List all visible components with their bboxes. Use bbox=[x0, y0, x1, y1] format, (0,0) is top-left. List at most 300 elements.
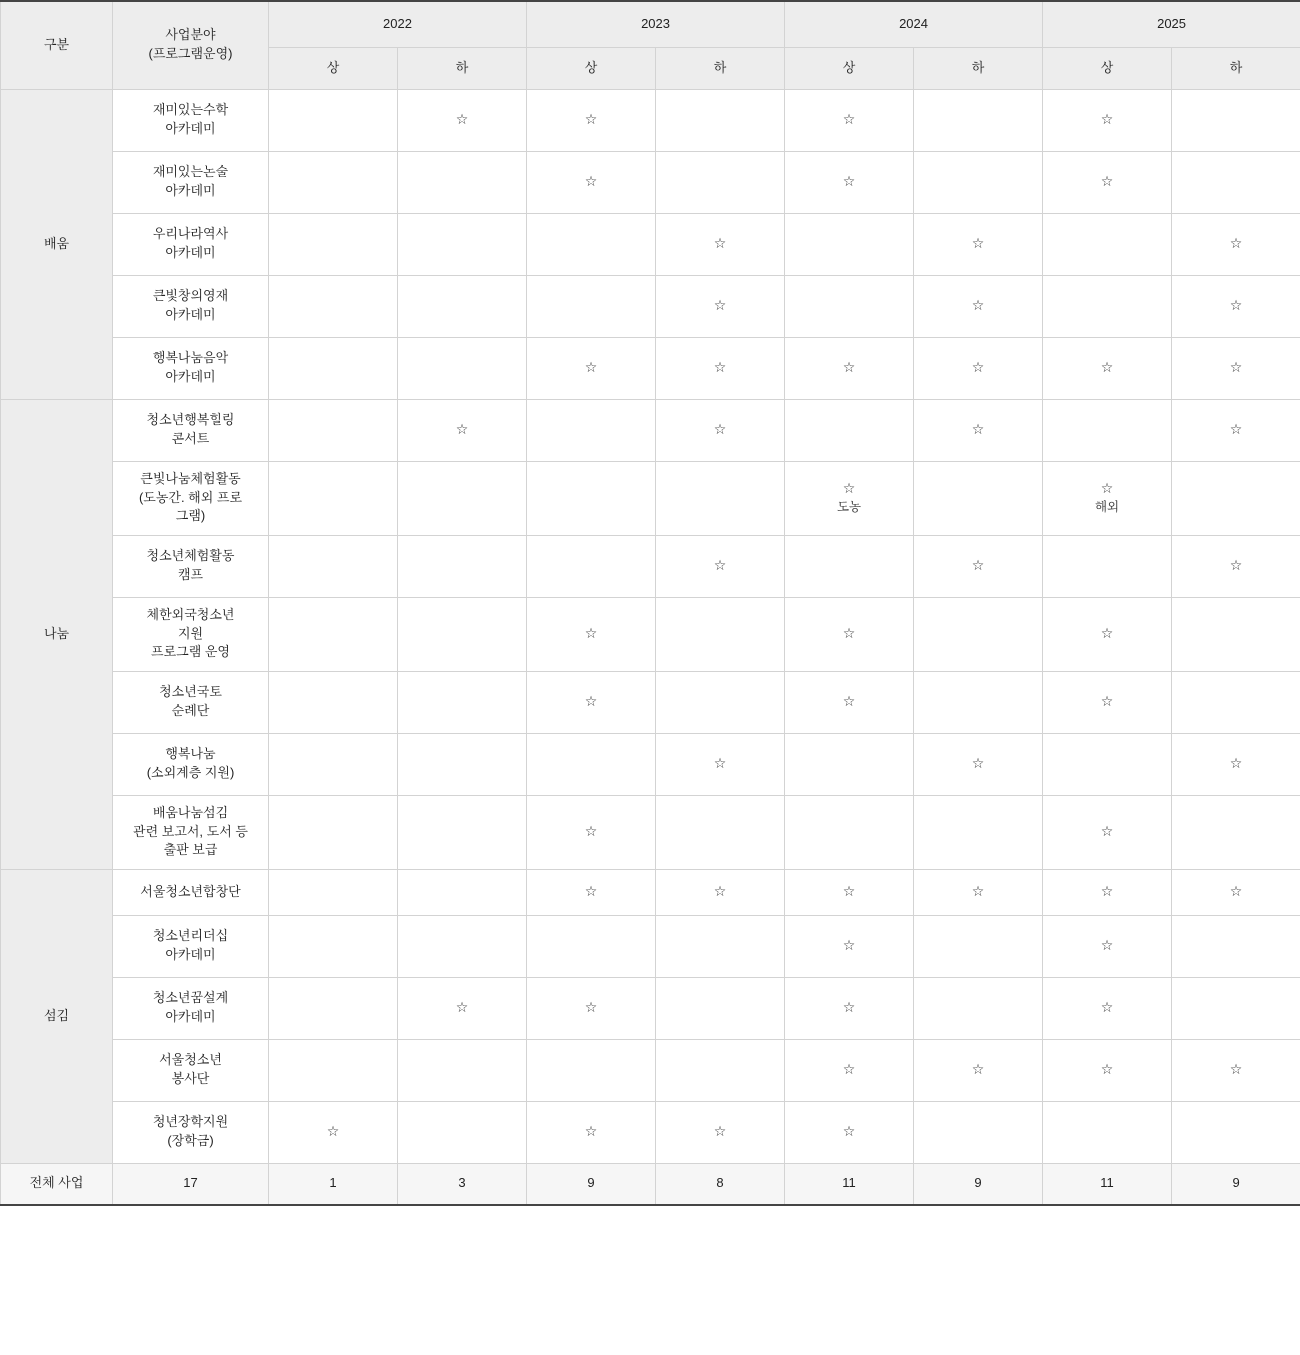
program-name-cell bbox=[113, 461, 269, 535]
schedule-cell bbox=[398, 337, 527, 399]
star-icon: ☆ bbox=[455, 111, 469, 128]
schedule-cell bbox=[1043, 151, 1172, 213]
schedule-cell bbox=[398, 597, 527, 671]
header-division: 구분 bbox=[1, 1, 113, 89]
star-icon: ☆ bbox=[713, 557, 727, 574]
schedule-cell bbox=[527, 915, 656, 977]
star-icon: ☆ bbox=[584, 693, 598, 710]
program-name-cell bbox=[113, 275, 269, 337]
program-name-line: 그램) bbox=[175, 508, 206, 524]
star-icon: ☆ bbox=[1100, 173, 1114, 190]
schedule-cell bbox=[656, 977, 785, 1039]
schedule-cell bbox=[1172, 461, 1300, 535]
star-icon: ☆ bbox=[584, 1123, 598, 1140]
star-icon: ☆ bbox=[1229, 359, 1243, 376]
star-icon: ☆ bbox=[713, 755, 727, 772]
schedule-cell bbox=[1172, 213, 1300, 275]
star-icon: ☆ bbox=[842, 937, 856, 954]
schedule-cell bbox=[398, 915, 527, 977]
schedule-cell bbox=[1172, 977, 1300, 1039]
schedule-cell bbox=[1043, 89, 1172, 151]
program-name-line: 큰빛창의영재 bbox=[152, 288, 229, 304]
program-name-cell bbox=[113, 915, 269, 977]
schedule-cell bbox=[785, 213, 914, 275]
program-name-line: 서울청소년합창단 bbox=[140, 883, 241, 899]
header-half-2025-1: 상 bbox=[1043, 47, 1172, 89]
program-name-line: 아카데미 bbox=[165, 369, 216, 384]
table-row bbox=[1, 733, 1300, 795]
program-name-line: 청소년행복힐링 bbox=[146, 412, 235, 428]
schedule-cell bbox=[785, 733, 914, 795]
schedule-cell bbox=[914, 597, 1043, 671]
program-name-cell bbox=[113, 151, 269, 213]
schedule-cell bbox=[914, 915, 1043, 977]
schedule-cell bbox=[269, 1101, 398, 1163]
footer-count-2023-2: 8 bbox=[656, 1163, 785, 1205]
star-icon: ☆ bbox=[584, 999, 598, 1016]
schedule-cell bbox=[1043, 399, 1172, 461]
schedule-cell bbox=[398, 89, 527, 151]
schedule-cell bbox=[269, 89, 398, 151]
schedule-cell bbox=[1043, 1039, 1172, 1101]
star-icon: ☆ bbox=[1229, 883, 1243, 900]
star-icon: ☆ bbox=[584, 173, 598, 190]
star-icon: ☆ bbox=[971, 235, 985, 252]
schedule-cell bbox=[785, 1039, 914, 1101]
schedule-cell bbox=[785, 461, 914, 535]
program-name-line: 체한외국청소년 bbox=[146, 606, 235, 622]
table-row bbox=[1, 1039, 1300, 1101]
schedule-cell bbox=[785, 915, 914, 977]
schedule-cell bbox=[1172, 795, 1300, 869]
schedule-cell bbox=[656, 89, 785, 151]
program-name-cell bbox=[113, 671, 269, 733]
schedule-cell bbox=[398, 1101, 527, 1163]
schedule-cell bbox=[1172, 1039, 1300, 1101]
program-name-line: (장학금) bbox=[167, 1133, 214, 1148]
schedule-cell bbox=[785, 151, 914, 213]
star-icon: ☆ bbox=[1229, 1061, 1243, 1078]
program-name-cell bbox=[113, 977, 269, 1039]
schedule-cell bbox=[527, 795, 656, 869]
header-half-2023-2: 하 bbox=[656, 47, 785, 89]
program-name-line: 아카데미 bbox=[165, 1009, 216, 1024]
star-icon: ☆ bbox=[455, 421, 469, 438]
program-name-line: (소외계층 지원) bbox=[146, 765, 235, 780]
schedule-cell bbox=[527, 733, 656, 795]
program-name-line: 아카데미 bbox=[165, 947, 216, 962]
program-name-line: 순례단 bbox=[171, 703, 210, 718]
schedule-cell bbox=[785, 1101, 914, 1163]
program-name-line: 관련 보고서, 도서 등 bbox=[133, 823, 248, 839]
table-row bbox=[1, 461, 1300, 535]
schedule-cell bbox=[398, 869, 527, 915]
star-icon: ☆ bbox=[971, 1061, 985, 1078]
star-icon: ☆ bbox=[842, 111, 856, 128]
star-icon: ☆ bbox=[713, 297, 727, 314]
schedule-cell bbox=[656, 399, 785, 461]
star-icon: ☆ bbox=[1100, 111, 1114, 128]
schedule-cell bbox=[656, 733, 785, 795]
schedule-cell bbox=[914, 977, 1043, 1039]
schedule-cell bbox=[269, 869, 398, 915]
schedule-cell bbox=[527, 535, 656, 597]
schedule-cell bbox=[914, 1101, 1043, 1163]
star-icon: ☆ bbox=[1100, 883, 1114, 900]
program-name-line: 지원 bbox=[177, 625, 204, 641]
program-name-line: 아카데미 bbox=[165, 183, 216, 198]
schedule-cell bbox=[656, 213, 785, 275]
schedule-cell bbox=[1043, 461, 1172, 535]
schedule-cell bbox=[527, 399, 656, 461]
star-icon: ☆ bbox=[1100, 480, 1114, 497]
program-name-cell bbox=[113, 213, 269, 275]
star-icon: ☆ bbox=[1100, 999, 1114, 1016]
schedule-cell bbox=[785, 795, 914, 869]
schedule-cell bbox=[398, 977, 527, 1039]
schedule-cell bbox=[527, 597, 656, 671]
header-year-2023: 2023 bbox=[527, 1, 785, 47]
schedule-cell bbox=[656, 1101, 785, 1163]
schedule-cell bbox=[1172, 535, 1300, 597]
schedule-cell bbox=[1172, 1101, 1300, 1163]
schedule-cell bbox=[269, 733, 398, 795]
schedule-cell bbox=[527, 977, 656, 1039]
schedule-cell bbox=[1172, 671, 1300, 733]
schedule-cell bbox=[914, 1039, 1043, 1101]
program-name-cell bbox=[113, 869, 269, 915]
program-name-line: 봉사단 bbox=[171, 1071, 210, 1086]
footer-count-2025-1: 11 bbox=[1043, 1163, 1172, 1205]
schedule-cell bbox=[527, 275, 656, 337]
star-icon: ☆ bbox=[1229, 421, 1243, 438]
star-icon: ☆ bbox=[1100, 937, 1114, 954]
footer-count-2024-2: 9 bbox=[914, 1163, 1043, 1205]
schedule-cell bbox=[914, 337, 1043, 399]
star-icon: ☆ bbox=[971, 421, 985, 438]
program-name-line: 청소년리더십 bbox=[152, 928, 229, 944]
star-icon: ☆ bbox=[1229, 557, 1243, 574]
schedule-cell bbox=[785, 597, 914, 671]
schedule-cell bbox=[1172, 275, 1300, 337]
table-row bbox=[1, 213, 1300, 275]
program-name-cell bbox=[113, 1039, 269, 1101]
schedule-cell bbox=[656, 671, 785, 733]
header-row-years bbox=[1, 1, 1300, 47]
schedule-cell bbox=[527, 461, 656, 535]
schedule-cell bbox=[785, 399, 914, 461]
program-name-line: 프로그램 운영 bbox=[151, 644, 230, 660]
star-icon: ☆ bbox=[713, 359, 727, 376]
schedule-cell bbox=[656, 151, 785, 213]
table-row bbox=[1, 869, 1300, 915]
schedule-cell bbox=[269, 213, 398, 275]
table-row bbox=[1, 275, 1300, 337]
header-half-2024-2: 하 bbox=[914, 47, 1043, 89]
schedule-cell bbox=[527, 213, 656, 275]
cell-note: 도농 bbox=[836, 500, 862, 515]
schedule-cell bbox=[656, 869, 785, 915]
schedule-cell bbox=[785, 89, 914, 151]
schedule-cell bbox=[914, 461, 1043, 535]
footer-program-total: 17 bbox=[113, 1163, 269, 1205]
schedule-cell bbox=[1043, 597, 1172, 671]
program-name-cell bbox=[113, 795, 269, 869]
star-icon: ☆ bbox=[971, 883, 985, 900]
program-name-line: 재미있는수학 bbox=[152, 102, 229, 118]
header-half-2025-2: 하 bbox=[1172, 47, 1300, 89]
program-name-cell bbox=[113, 733, 269, 795]
star-icon: ☆ bbox=[1100, 693, 1114, 710]
schedule-cell bbox=[1043, 275, 1172, 337]
star-icon: ☆ bbox=[842, 625, 856, 642]
schedule-cell bbox=[1172, 399, 1300, 461]
header-year-2024: 2024 bbox=[785, 1, 1043, 47]
star-icon: ☆ bbox=[1100, 359, 1114, 376]
schedule-cell bbox=[1043, 1101, 1172, 1163]
schedule-cell bbox=[785, 275, 914, 337]
schedule-cell bbox=[1043, 535, 1172, 597]
star-icon: ☆ bbox=[842, 883, 856, 900]
schedule-cell bbox=[785, 671, 914, 733]
schedule-cell bbox=[269, 337, 398, 399]
schedule-cell bbox=[656, 1039, 785, 1101]
table-row bbox=[1, 671, 1300, 733]
table-footer bbox=[1, 1163, 1300, 1205]
schedule-cell bbox=[785, 869, 914, 915]
program-name-line: 청소년국토 bbox=[159, 684, 222, 700]
schedule-cell bbox=[269, 275, 398, 337]
schedule-cell bbox=[398, 671, 527, 733]
program-name-line: (도농간. 해외 프로 bbox=[138, 489, 243, 505]
star-icon: ☆ bbox=[713, 235, 727, 252]
schedule-cell bbox=[914, 151, 1043, 213]
star-icon: ☆ bbox=[971, 297, 985, 314]
program-name-line: 콘서트 bbox=[171, 431, 210, 446]
schedule-cell bbox=[398, 151, 527, 213]
program-name-line: 아카데미 bbox=[165, 121, 216, 136]
star-icon: ☆ bbox=[1229, 235, 1243, 252]
footer-count-2025-2: 9 bbox=[1172, 1163, 1300, 1205]
schedule-cell bbox=[269, 977, 398, 1039]
star-icon: ☆ bbox=[455, 999, 469, 1016]
header-half-2023-1: 상 bbox=[527, 47, 656, 89]
program-name-line: 행복나눔 bbox=[165, 746, 216, 762]
schedule-cell bbox=[269, 151, 398, 213]
header-program-line1: 사업분야 bbox=[165, 27, 216, 43]
header-half-2024-1: 상 bbox=[785, 47, 914, 89]
star-icon: ☆ bbox=[1229, 297, 1243, 314]
header-year-2025: 2025 bbox=[1043, 1, 1300, 47]
schedule-cell bbox=[914, 795, 1043, 869]
schedule-cell bbox=[398, 461, 527, 535]
schedule-cell bbox=[1172, 915, 1300, 977]
schedule-cell bbox=[269, 461, 398, 535]
schedule-cell bbox=[398, 399, 527, 461]
star-icon: ☆ bbox=[584, 823, 598, 840]
program-name-line: 캠프 bbox=[177, 567, 204, 582]
group-cell-2: 나눔 bbox=[1, 399, 113, 869]
table-row bbox=[1, 399, 1300, 461]
table-row bbox=[1, 1101, 1300, 1163]
schedule-cell bbox=[398, 1039, 527, 1101]
star-icon: ☆ bbox=[1100, 625, 1114, 642]
footer-count-2024-1: 11 bbox=[785, 1163, 914, 1205]
program-name-cell bbox=[113, 535, 269, 597]
table-row bbox=[1, 597, 1300, 671]
header-year-2022: 2022 bbox=[269, 1, 527, 47]
star-icon: ☆ bbox=[971, 359, 985, 376]
schedule-cell bbox=[656, 795, 785, 869]
schedule-cell bbox=[398, 733, 527, 795]
star-icon: ☆ bbox=[971, 557, 985, 574]
schedule-cell bbox=[1172, 869, 1300, 915]
schedule-cell bbox=[398, 213, 527, 275]
star-icon: ☆ bbox=[584, 359, 598, 376]
program-name-line: 아카데미 bbox=[165, 245, 216, 260]
schedule-cell bbox=[656, 535, 785, 597]
schedule-cell bbox=[1172, 733, 1300, 795]
program-name-line: 재미있는논술 bbox=[152, 164, 229, 180]
schedule-cell bbox=[527, 869, 656, 915]
footer-count-2023-1: 9 bbox=[527, 1163, 656, 1205]
program-name-line: 아카데미 bbox=[165, 307, 216, 322]
program-name-line: 우리나라역사 bbox=[152, 226, 229, 242]
program-name-line: 배움나눔섬김 bbox=[152, 804, 229, 820]
footer-row-total bbox=[1, 1163, 1300, 1205]
table-row bbox=[1, 535, 1300, 597]
schedule-cell bbox=[398, 535, 527, 597]
footer-count-2022-2: 3 bbox=[398, 1163, 527, 1205]
schedule-cell bbox=[785, 337, 914, 399]
star-icon: ☆ bbox=[1100, 823, 1114, 840]
schedule-cell bbox=[527, 1039, 656, 1101]
star-icon: ☆ bbox=[713, 421, 727, 438]
star-icon: ☆ bbox=[842, 999, 856, 1016]
schedule-cell bbox=[1043, 915, 1172, 977]
group-cell-3: 섬김 bbox=[1, 869, 113, 1163]
schedule-cell bbox=[1043, 671, 1172, 733]
schedule-cell bbox=[1043, 869, 1172, 915]
schedule-cell bbox=[656, 597, 785, 671]
schedule-cell bbox=[1043, 977, 1172, 1039]
schedule-cell bbox=[269, 399, 398, 461]
schedule-cell bbox=[398, 795, 527, 869]
table-row bbox=[1, 977, 1300, 1039]
schedule-cell bbox=[656, 915, 785, 977]
star-icon: ☆ bbox=[1229, 755, 1243, 772]
schedule-cell bbox=[914, 275, 1043, 337]
header-program bbox=[113, 1, 269, 89]
schedule-cell bbox=[1043, 795, 1172, 869]
table-row bbox=[1, 337, 1300, 399]
program-name-cell bbox=[113, 89, 269, 151]
header-half-2022-1: 상 bbox=[269, 47, 398, 89]
star-icon: ☆ bbox=[842, 693, 856, 710]
footer-total-label: 전체 사업 bbox=[1, 1163, 113, 1205]
schedule-cell bbox=[914, 535, 1043, 597]
schedule-cell bbox=[914, 399, 1043, 461]
schedule-cell bbox=[1043, 213, 1172, 275]
schedule-cell bbox=[269, 597, 398, 671]
schedule-cell bbox=[656, 275, 785, 337]
schedule-cell bbox=[1172, 151, 1300, 213]
star-icon: ☆ bbox=[326, 1123, 340, 1140]
program-name-line: 청소년체험활동 bbox=[146, 548, 235, 564]
program-name-cell bbox=[113, 1101, 269, 1163]
schedule-cell bbox=[527, 89, 656, 151]
program-name-line: 청소년꿈설계 bbox=[152, 990, 229, 1006]
schedule-cell bbox=[1172, 89, 1300, 151]
star-icon: ☆ bbox=[1100, 1061, 1114, 1078]
schedule-cell bbox=[785, 977, 914, 1039]
schedule-cell bbox=[1172, 337, 1300, 399]
schedule-cell bbox=[527, 1101, 656, 1163]
star-icon: ☆ bbox=[842, 1123, 856, 1140]
star-icon: ☆ bbox=[842, 1061, 856, 1078]
schedule-cell bbox=[269, 535, 398, 597]
table-header bbox=[1, 1, 1300, 89]
star-icon: ☆ bbox=[842, 173, 856, 190]
schedule-cell bbox=[656, 337, 785, 399]
program-name-line: 출판 보급 bbox=[163, 842, 218, 858]
group-cell-1: 배움 bbox=[1, 89, 113, 399]
program-name-cell bbox=[113, 597, 269, 671]
star-icon: ☆ bbox=[971, 755, 985, 772]
table-row bbox=[1, 795, 1300, 869]
schedule-cell bbox=[269, 1039, 398, 1101]
schedule-cell bbox=[914, 733, 1043, 795]
table-row bbox=[1, 915, 1300, 977]
program-name-cell bbox=[113, 399, 269, 461]
schedule-cell bbox=[656, 461, 785, 535]
program-name-line: 행복나눔음악 bbox=[152, 350, 229, 366]
header-half-2022-2: 하 bbox=[398, 47, 527, 89]
program-name-line: 청년장학지원 bbox=[152, 1114, 229, 1130]
star-icon: ☆ bbox=[584, 625, 598, 642]
star-icon: ☆ bbox=[713, 883, 727, 900]
footer-count-2022-1: 1 bbox=[269, 1163, 398, 1205]
schedule-cell bbox=[914, 213, 1043, 275]
program-name-cell bbox=[113, 337, 269, 399]
schedule-cell bbox=[914, 869, 1043, 915]
schedule-cell bbox=[1043, 733, 1172, 795]
schedule-cell bbox=[1172, 597, 1300, 671]
cell-note: 해외 bbox=[1094, 500, 1120, 515]
star-icon: ☆ bbox=[584, 883, 598, 900]
schedule-cell bbox=[785, 535, 914, 597]
star-icon: ☆ bbox=[713, 1123, 727, 1140]
star-icon: ☆ bbox=[584, 111, 598, 128]
schedule-cell bbox=[269, 915, 398, 977]
table-body bbox=[1, 89, 1300, 1163]
header-program-line2: (프로그램운영) bbox=[148, 46, 233, 62]
program-name-line: 서울청소년 bbox=[159, 1052, 222, 1068]
program-name-line: 큰빛나눔체험활동 bbox=[140, 470, 241, 486]
schedule-cell bbox=[527, 337, 656, 399]
schedule-cell bbox=[398, 275, 527, 337]
schedule-cell bbox=[527, 671, 656, 733]
schedule-cell bbox=[269, 671, 398, 733]
table-row bbox=[1, 89, 1300, 151]
schedule-cell bbox=[914, 671, 1043, 733]
schedule-cell bbox=[914, 89, 1043, 151]
schedule-cell bbox=[527, 151, 656, 213]
schedule-cell bbox=[1043, 337, 1172, 399]
star-icon: ☆ bbox=[842, 480, 856, 497]
table-row bbox=[1, 151, 1300, 213]
star-icon: ☆ bbox=[842, 359, 856, 376]
